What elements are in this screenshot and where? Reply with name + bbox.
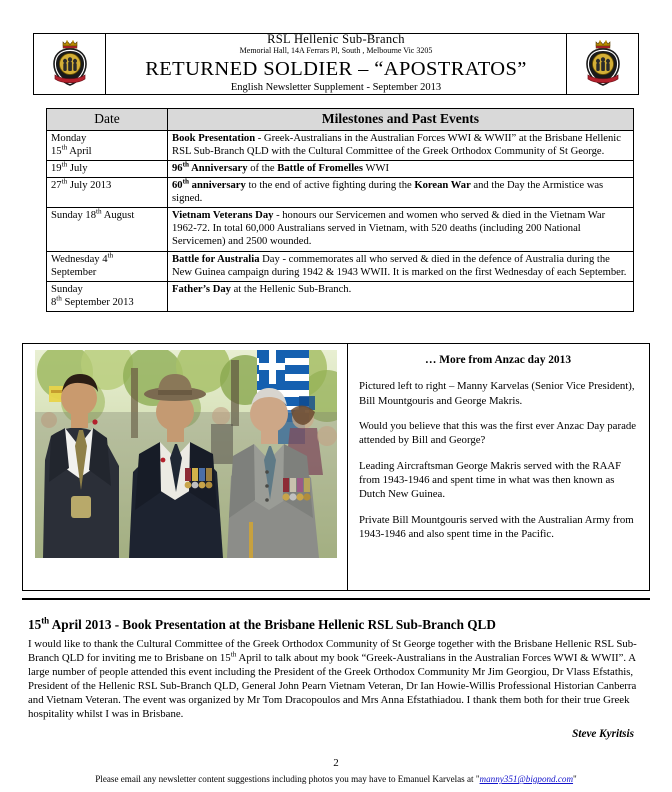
caption-paragraph: Pictured left to right – Manny Karvelas (Senior Vice President), Bill Mountgouris and George Makris.	[359, 380, 635, 407]
table-body	[47, 130, 634, 312]
event-desc-cell: Vietnam Veterans Day - honours our Servicemen and women who served & died in the Vietnam War 1962-72. In total 60,000 Australians served in Vietnam, with 520 deaths (including 200 National Servicemen) and 2500 wounded.	[168, 208, 634, 251]
newsletter-title: RETURNED SOLDIER – “APOSTRATOS”	[145, 57, 527, 80]
table-row	[47, 160, 634, 177]
caption-title: … More from Anzac day 2013	[424, 354, 572, 366]
article-heading: 15th April 2013 - Book Presentation at the Brisbane Hellenic RSL Sub-Branch QLD	[28, 615, 496, 632]
contact-email-link[interactable]: manny351@bigpond.com	[479, 774, 574, 784]
table-row	[47, 251, 634, 281]
event-date-cell: Sunday 18th August	[47, 208, 168, 251]
photo-caption-panel	[22, 343, 650, 591]
photo-caption	[348, 344, 649, 590]
caption-paragraph: Would you believe that this was the first ever Anzac Day parade attended by Bill and George?	[359, 419, 637, 447]
event-desc-cell: 96th Anniversary of the Battle of Fromelles WWI	[168, 160, 634, 177]
masthead-text	[106, 34, 566, 94]
footer-note-prefix: Please email any newsletter content suggestions including photos you may have to Emanuel Karvelas at "	[95, 774, 480, 784]
rsl-badge-icon	[581, 39, 625, 89]
column-header-date: Date	[47, 109, 168, 131]
event-desc-cell: 60th anniversary to the end of active fighting during the Korean War and the Day the Armistice was signed.	[168, 177, 634, 207]
masthead	[33, 33, 639, 95]
table-row	[47, 208, 634, 251]
anzac-day-parade-photo	[35, 350, 337, 558]
footer-note	[0, 774, 672, 784]
event-date-cell: Sunday 8th September 2013	[47, 281, 168, 311]
section-divider	[22, 598, 650, 600]
event-desc-cell: Battle for Australia Day - commemorates all who served & died in the defence of Australia during the New Guinea campaign during 1942 & 1943 WWII. It is marked on the first Wednesday of each September.	[168, 251, 634, 281]
event-date-cell: 27th July 2013	[47, 177, 168, 207]
org-address: Memorial Hall, 14A Ferrars Pl, South , Melbourne Vic 3205	[239, 46, 433, 56]
event-desc-cell: Father’s Day at the Hellenic Sub-Branch.	[168, 281, 634, 311]
event-date-cell: 19th July	[47, 160, 168, 177]
page-number: 2	[333, 757, 339, 769]
table-row	[47, 281, 634, 311]
rsl-badge-icon	[48, 39, 92, 89]
article-signature: Steve Kyritsis	[572, 728, 634, 740]
caption-paragraph: Leading Aircraftsman George Makris served with the RAAF from 1943-1946 and spent time in what was then known as Dutch New Guinea.	[359, 459, 622, 501]
table-row	[47, 130, 634, 160]
rsl-badge-left-cell	[34, 34, 106, 94]
event-date-cell: Monday 15th April	[47, 130, 168, 160]
article-body: I would like to thank the Cultural Committee of the Greek Orthodox Community of St George together with the Brisbane Hellenic RSL Sub-Branch QLD for inviting me to Brisbane on 15th April to talk about my book “Greek-Australians in the Australian Forces WWI & WWII”. A large number of people attended this event including the President of the Greek Orthodox Community Mr Jim Georgiou, Dr Vlass Efstathis, President of the Hellenic RSL Sub-Branch QLD, General John Pearn Vietnam Veteran, Dr Ian Howie-Willis Professional Historian Canberra and Vietnam Veteran. The event was organized by Mr Tom Dracopoulos and Mrs Anna Efstathiadou. I thank them both for their true Greek hospitality whilst I was in Brisbane.	[28, 638, 637, 721]
org-name: RSL Hellenic Sub-Branch	[267, 32, 405, 47]
table-row	[47, 177, 634, 207]
event-date-cell: Wednesday 4th September	[47, 251, 168, 281]
rsl-badge-right-cell	[566, 34, 638, 94]
caption-paragraph: Private Bill Mountgouris served with the Australian Army from 1943-1946 and also spent time in the Pacific.	[359, 513, 634, 541]
event-desc-cell: Book Presentation - Greek-Australians in the Australian Forces WWI & WWII” at the Brisbane Hellenic RSL Sub-Branch QLD with the Cultural Committee of the Greek Orthodox Community of St George.	[168, 130, 634, 160]
column-header-events: Milestones and Past Events	[168, 109, 634, 131]
footer-note-suffix: "	[573, 774, 577, 784]
photo-cell	[23, 344, 348, 590]
table-header-row	[47, 109, 634, 131]
newsletter-subtitle: English Newsletter Supplement - September 2013	[230, 82, 442, 94]
milestones-table	[46, 108, 634, 312]
